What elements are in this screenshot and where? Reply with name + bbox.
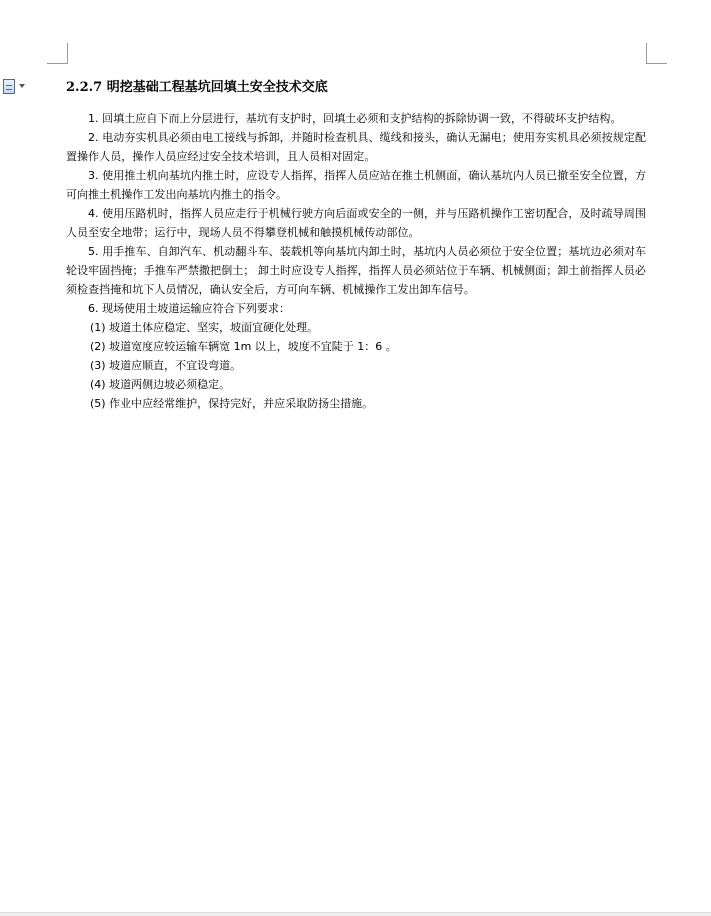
paragraph-4: 4. 使用压路机时，指挥人员应走行于机械行驶方向后面或安全的一侧，并与压路机操作工密切配合，及时疏导周围人员至安全地带；运行中，现场人员不得攀登机械和触摸机械传动部位。	[66, 207, 646, 239]
document-body[interactable]	[66, 79, 646, 413]
paragraph-5: 5. 用手推车、自卸汽车、机动翻斗车、装载机等向基坑内卸土时，基坑内人员必须位于安全位置；基坑边必须对车轮设牢固挡掩；手推车严禁撒把倒土； 卸土时应设专人指挥，指挥人员必须站位于车辆、机械侧面；卸土前指挥人员必须检查挡掩和坑下人员情况，确认安全后，方可向车辆、机械操作工发出卸车信号。	[66, 245, 646, 296]
page-bottom-border	[0, 912, 711, 916]
list-item-1: (1) 坡道土体应稳定、坚实，坡面宜硬化处理。	[90, 321, 319, 334]
list-item-4: (4) 坡道两侧边坡必须稳定。	[90, 378, 231, 391]
document-paste-icon	[3, 79, 15, 94]
list-item-3: (3) 坡道应顺直，不宜设弯道。	[90, 359, 242, 372]
section-heading: 2.2.7 明挖基础工程基坑回填土安全技术交底	[66, 80, 328, 95]
paragraph-2: 2. 电动夯实机具必须由电工接线与拆卸，并随时检查机具、缆线和接头，确认无漏电；使用夯实机具必须按规定配置操作人员，操作人员应经过安全技术培训，且人员相对固定。	[66, 131, 646, 163]
margin-mark-top-left	[47, 43, 68, 64]
paragraph-3: 3. 使用推土机向基坑内推土时，应设专人指挥，指挥人员应站在推土机侧面，确认基坑内人员已撤至安全位置，方可向推土机操作工发出向基坑内推土的指令。	[66, 169, 646, 201]
chevron-down-icon	[19, 84, 25, 88]
margin-mark-top-right	[646, 43, 667, 64]
paragraph-1: 1. 回填土应自下而上分层进行，基坑有支护时，回填土必须和支护结构的拆除协调一致，不得破坏支护结构。	[88, 112, 622, 125]
list-item-5: (5) 作业中应经常维护，保持完好，并应采取防扬尘措施。	[90, 397, 374, 410]
paste-options-button[interactable]	[3, 77, 35, 95]
list-item-2: (2) 坡道宽度应较运输车辆宽 1m 以上，坡度不宜陡于 1：6 。	[90, 340, 397, 353]
paragraph-6: 6. 现场使用土坡道运输应符合下列要求：	[88, 302, 290, 315]
